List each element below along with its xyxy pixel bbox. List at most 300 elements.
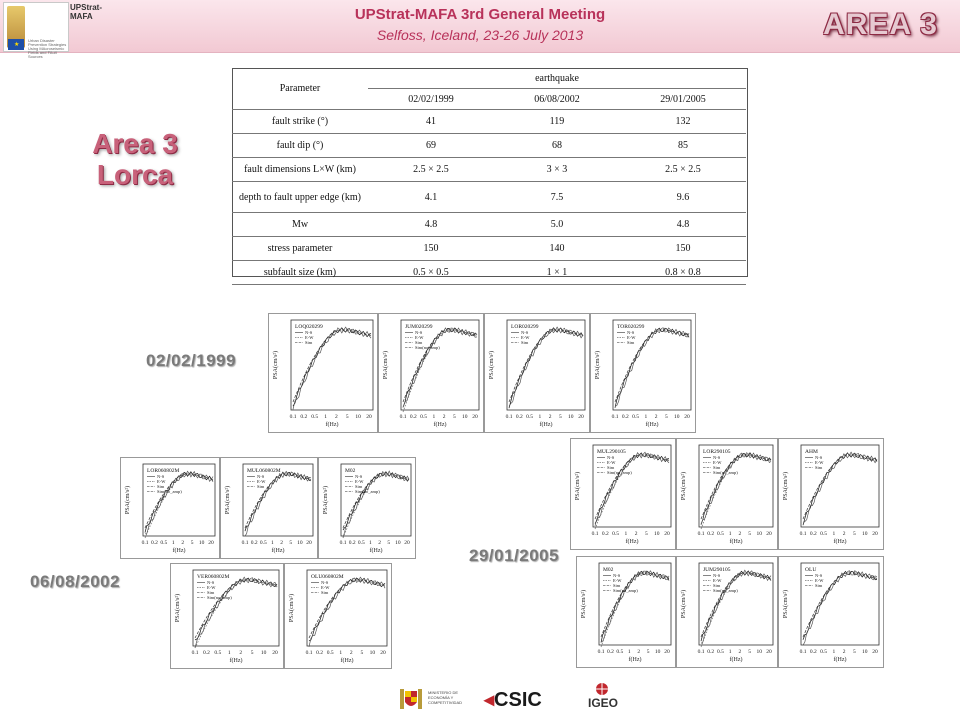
x-tick-label: 1 xyxy=(227,650,231,656)
x-tick-label: 2 xyxy=(842,531,846,537)
x-tick-label: 1 xyxy=(271,540,274,546)
x-tick-label: 20 xyxy=(664,649,670,655)
x-tick-label: 0.2 xyxy=(300,414,308,420)
spectrum-plot xyxy=(778,438,884,550)
x-tick-label: 0.2 xyxy=(707,649,715,655)
x-tick-label: 10 xyxy=(260,650,267,656)
station-label: LOR060802M xyxy=(147,468,180,474)
x-tick-label: 0.5 xyxy=(612,531,620,537)
x-tick-label: 5 xyxy=(360,650,364,656)
x-tick-label: 20 xyxy=(208,540,214,546)
legend-label: E-W xyxy=(815,578,824,583)
cell: 119 xyxy=(494,110,620,134)
legend-label: E-W xyxy=(355,479,364,484)
x-tick-label: 0.2 xyxy=(316,650,324,656)
spectrum-curve xyxy=(343,471,409,537)
legend-label: E-W xyxy=(321,585,330,590)
legend-label: E-W xyxy=(305,335,314,340)
spectrum-curve xyxy=(245,474,311,528)
date-label-2005: 29/01/2005 xyxy=(469,546,560,565)
legend-label: E-W xyxy=(627,335,636,340)
station-label: LOQ020299 xyxy=(295,324,323,330)
spectrum-plot-svg xyxy=(779,439,883,549)
x-axis-label: f(Hz) xyxy=(325,422,339,428)
legend-label: E-W xyxy=(157,479,166,484)
x-tick-label: 20 xyxy=(664,531,670,537)
x-tick-label: 0.2 xyxy=(601,531,609,537)
legend-label: Sim(no_amp) xyxy=(207,595,232,600)
x-tick-label: 5 xyxy=(748,531,751,537)
x-tick-label: 10 xyxy=(654,649,661,655)
spectrum-plot-svg xyxy=(319,458,415,558)
x-tick-label: 2 xyxy=(442,414,446,420)
cell: 140 xyxy=(494,237,620,261)
y-axis-label: PSA(cm/s²) xyxy=(783,589,789,619)
cell: 9.6 xyxy=(620,182,746,213)
station-label: TOR020299 xyxy=(617,324,645,330)
station-label: AHM xyxy=(805,449,818,455)
x-axis-label: f(Hz) xyxy=(539,422,553,428)
legend-label: Sim xyxy=(815,583,823,588)
meeting-title: UPStrat-MAFA 3rd General Meeting xyxy=(354,6,606,23)
x-tick-label: 5 xyxy=(665,414,668,420)
x-tick-label: 5 xyxy=(559,414,562,420)
spectrum-plot xyxy=(484,313,590,433)
date-col-2: 06/08/2002 xyxy=(534,93,580,105)
x-tick-label: 10 xyxy=(861,649,868,655)
x-tick-label: 5 xyxy=(289,540,293,546)
x-tick-label: 0.2 xyxy=(202,650,210,656)
spectrum-plot xyxy=(268,313,378,433)
spectrum-curve xyxy=(145,474,213,528)
x-tick-label: 20 xyxy=(684,414,690,420)
spectrum-plot-svg xyxy=(379,314,483,432)
legend-label: Sim xyxy=(257,484,265,489)
y-axis-label: PSA(cm/s²) xyxy=(681,589,687,619)
legend-label: Sim xyxy=(157,484,165,489)
station-label: LOR290105 xyxy=(703,449,731,455)
y-axis-label: PSA(cm/s²) xyxy=(225,485,231,515)
x-axis-label: f(Hz) xyxy=(229,658,243,664)
legend-label: Sim(no_amp) xyxy=(607,470,632,475)
x-tick-label: 2 xyxy=(280,540,283,546)
x-tick-label: 2 xyxy=(378,540,381,546)
x-tick-label: 0.2 xyxy=(707,531,715,537)
legend-label: N-S xyxy=(607,455,615,460)
spectrum-plot-svg xyxy=(591,314,695,432)
legend-label: Sim xyxy=(305,340,313,345)
x-tick-label: 0.1 xyxy=(799,531,807,537)
x-tick-label: 5 xyxy=(453,414,456,420)
x-tick-label: 0.5 xyxy=(259,540,267,546)
spectrum-plot-svg xyxy=(779,557,883,667)
cell: 150 xyxy=(368,237,494,261)
x-tick-label: 0.1 xyxy=(799,649,807,655)
table-row xyxy=(232,134,746,158)
igeo-globe-icon xyxy=(592,682,612,696)
x-tick-label: 1 xyxy=(627,649,631,655)
station-label: MUL060802M xyxy=(247,468,281,474)
x-tick-label: 0.5 xyxy=(632,414,640,420)
legend-label: Sim xyxy=(613,583,621,588)
station-label: MUL290105 xyxy=(597,449,626,455)
table-row xyxy=(232,110,746,134)
legend-label: N-S xyxy=(157,474,165,479)
legend-label: N-S xyxy=(713,573,721,578)
y-axis-label: PSA(cm/s²) xyxy=(125,485,131,515)
x-axis-label: f(Hz) xyxy=(729,539,743,545)
x-axis-label: f(Hz) xyxy=(833,539,847,545)
cell: 0.8 × 0.8 xyxy=(620,261,746,285)
param-name: stress parameter xyxy=(232,237,368,261)
legend-label: N-S xyxy=(815,573,823,578)
spectrum-plot xyxy=(170,563,284,669)
area-badge: AREA 3 xyxy=(823,8,938,41)
x-tick-label: 1 xyxy=(538,414,542,420)
cell: 132 xyxy=(620,110,746,134)
x-tick-label: 1 xyxy=(728,531,732,537)
spectrum-curve xyxy=(245,472,311,531)
y-axis-label: PSA(cm/s²) xyxy=(323,485,329,515)
legend-label: E-W xyxy=(815,460,824,465)
x-axis-label: f(Hz) xyxy=(433,422,447,428)
spectrum-curve xyxy=(343,474,409,538)
legend-label: N-S xyxy=(613,573,621,578)
legend-label: E-W xyxy=(713,460,722,465)
y-axis-label: PSA(cm/s²) xyxy=(581,589,587,619)
spectrum-plot xyxy=(378,313,484,433)
x-tick-label: 0.2 xyxy=(515,414,523,420)
x-tick-label: 0.1 xyxy=(697,649,705,655)
eu-flag-icon: ★ xyxy=(8,39,24,50)
x-tick-label: 0.5 xyxy=(526,414,534,420)
csic-logo xyxy=(484,687,548,713)
x-tick-label: 2 xyxy=(335,414,338,420)
table-row xyxy=(232,213,746,237)
legend-label: E-W xyxy=(415,335,424,340)
x-tick-label: 10 xyxy=(861,531,868,537)
x-tick-label: 5 xyxy=(387,540,391,546)
legend-label: Sim(no_amp) xyxy=(713,470,738,475)
igeo-logo-text: IGEO xyxy=(588,696,619,710)
station-label: OLU xyxy=(805,567,817,573)
x-tick-label: 0.1 xyxy=(339,540,347,546)
x-tick-label: 1 xyxy=(644,414,648,420)
table-row xyxy=(232,158,746,182)
x-tick-label: 0.5 xyxy=(160,540,168,546)
station-label: JUM020299 xyxy=(405,324,433,330)
spectrum-plot xyxy=(284,563,392,669)
x-axis-label: f(Hz) xyxy=(833,657,847,663)
param-name: fault dip (°) xyxy=(232,134,368,158)
x-axis-label: f(Hz) xyxy=(645,422,659,428)
station-label: JUM290105 xyxy=(703,567,731,573)
date-col-1: 02/02/1999 xyxy=(408,93,454,105)
x-tick-label: 0.2 xyxy=(409,414,417,420)
x-tick-label: 10 xyxy=(461,414,468,420)
x-tick-label: 0.5 xyxy=(326,650,334,656)
x-tick-label: 0.5 xyxy=(616,649,624,655)
spectrum-plot xyxy=(676,438,778,550)
x-tick-label: 1 xyxy=(624,531,628,537)
station-label: M02 xyxy=(345,468,356,474)
param-header: Parameter xyxy=(279,83,321,94)
y-axis-label: PSA(cm/s²) xyxy=(575,471,581,501)
spain-shield-icon xyxy=(398,686,424,712)
spectrum-curve xyxy=(343,472,409,530)
station-label: M02 xyxy=(603,567,614,573)
meeting-subtitle: Selfoss, Iceland, 23-26 July 2013 xyxy=(376,27,584,43)
table-row xyxy=(232,182,746,213)
spectrum-curve xyxy=(701,455,771,529)
x-tick-label: 0.1 xyxy=(597,649,605,655)
spectrum-plot-svg xyxy=(577,557,675,667)
legend-label: N-S xyxy=(355,474,363,479)
legend-label: Sim(no_amp) xyxy=(355,489,380,494)
x-tick-label: 10 xyxy=(673,414,680,420)
spectrum-curve xyxy=(701,453,771,524)
spectrum-plot xyxy=(570,438,676,550)
y-axis-label: PSA(cm/s²) xyxy=(595,350,601,380)
legend-label: E-W xyxy=(607,460,616,465)
y-axis-label: PSA(cm/s²) xyxy=(175,593,181,623)
plot-frame xyxy=(143,464,215,536)
cell: 4.8 xyxy=(620,213,746,237)
date-col-3: 29/01/2005 xyxy=(660,93,706,105)
x-tick-label: 2 xyxy=(842,649,846,655)
legend-label: E-W xyxy=(713,578,722,583)
spectrum-curve xyxy=(701,573,771,647)
date-label-2002: 06/08/2002 xyxy=(30,572,121,591)
x-tick-label: 2 xyxy=(654,414,658,420)
header-band xyxy=(0,0,960,59)
x-tick-label: 0.2 xyxy=(150,540,158,546)
cell: 4.8 xyxy=(368,213,494,237)
legend-label: N-S xyxy=(713,455,721,460)
x-tick-label: 2 xyxy=(548,414,552,420)
x-tick-label: 0.1 xyxy=(591,531,599,537)
legend-label: Sim(no_amp) xyxy=(613,588,638,593)
x-tick-label: 0.2 xyxy=(809,531,817,537)
table-row xyxy=(232,261,746,285)
x-axis-label: f(Hz) xyxy=(729,657,743,663)
station-label: VER060802M xyxy=(197,574,230,580)
x-tick-label: 20 xyxy=(472,414,478,420)
x-tick-label: 10 xyxy=(567,414,574,420)
cell: 4.1 xyxy=(368,182,494,213)
x-tick-label: 2 xyxy=(181,540,185,546)
legend-label: N-S xyxy=(207,580,215,585)
spectrum-plot xyxy=(576,556,676,668)
cell: 0.5 × 0.5 xyxy=(368,261,494,285)
spectrum-curve xyxy=(701,570,771,643)
cell: 3 × 3 xyxy=(494,158,620,182)
spectrum-curve xyxy=(601,573,669,637)
x-tick-label: 0.2 xyxy=(250,540,258,546)
section-title-line2: Lorca xyxy=(96,159,174,190)
y-axis-label: PSA(cm/s²) xyxy=(681,471,687,501)
param-name: fault dimensions L×W (km) xyxy=(232,158,368,182)
section-title xyxy=(60,128,210,190)
x-tick-label: 10 xyxy=(756,649,763,655)
spectrum-plot xyxy=(220,457,318,559)
legend-label: N-S xyxy=(627,330,635,335)
x-tick-label: 0.5 xyxy=(420,414,428,420)
legend-label: Sim xyxy=(415,340,423,345)
x-tick-label: 0.2 xyxy=(606,649,614,655)
cell: 150 xyxy=(620,237,746,261)
legend-label: N-S xyxy=(415,330,423,335)
legend-label: E-W xyxy=(257,479,266,484)
param-name: Mw xyxy=(232,213,368,237)
x-tick-label: 1 xyxy=(369,540,372,546)
x-axis-label: f(Hz) xyxy=(625,539,639,545)
x-tick-label: 0.5 xyxy=(716,531,724,537)
x-tick-label: 1 xyxy=(728,649,732,655)
x-tick-label: 20 xyxy=(404,540,410,546)
spectrum-plot xyxy=(778,556,884,668)
x-tick-label: 20 xyxy=(872,649,878,655)
x-tick-label: 5 xyxy=(190,540,194,546)
x-tick-label: 10 xyxy=(297,540,303,546)
x-tick-label: 1 xyxy=(832,649,836,655)
spectrum-plot-svg xyxy=(221,458,317,558)
cell: 2.5 × 2.5 xyxy=(620,158,746,182)
spectrum-curve xyxy=(701,571,771,641)
x-tick-label: 20 xyxy=(578,414,584,420)
x-tick-label: 2 xyxy=(738,649,742,655)
y-axis-label: PSA(cm/s²) xyxy=(783,471,789,501)
ministry-logo-text: MINISTERIO DE ECONOMÍA Y COMPETITIVIDAD xyxy=(428,690,463,705)
station-label: LOR020299 xyxy=(511,324,539,330)
legend-label: Sim xyxy=(713,583,721,588)
spectrum-curve xyxy=(601,571,669,642)
spectrum-curve xyxy=(145,474,213,538)
logo-text: UPStrat-MAFA xyxy=(70,3,103,21)
legend-label: N-S xyxy=(321,580,329,585)
spectrum-curve xyxy=(601,573,669,647)
x-tick-label: 0.1 xyxy=(697,531,705,537)
plot-frame xyxy=(243,464,313,536)
x-tick-label: 1 xyxy=(432,414,436,420)
legend-label: E-W xyxy=(521,335,530,340)
x-tick-label: 0.5 xyxy=(716,649,724,655)
legend-label: Sim xyxy=(607,465,615,470)
x-tick-label: 2 xyxy=(349,650,353,656)
spectrum-plot-svg xyxy=(285,564,391,668)
x-tick-label: 2 xyxy=(239,650,243,656)
cell: 7.5 xyxy=(494,182,620,213)
cell: 2.5 × 2.5 xyxy=(368,158,494,182)
spectrum-plot xyxy=(676,556,778,668)
csic-arrow-icon: ◂ xyxy=(484,689,495,711)
date-label-1999: 02/02/1999 xyxy=(146,351,237,370)
x-axis-label: f(Hz) xyxy=(369,548,383,554)
legend-label: Sim xyxy=(207,590,215,595)
x-tick-label: 2 xyxy=(738,531,742,537)
spectrum-curve xyxy=(343,474,409,528)
table-row xyxy=(232,237,746,261)
cell: 1 × 1 xyxy=(494,261,620,285)
logo-caption: Urban Disaster Prevention Strategies Using MAcroseismic Fields and FAult Sources xyxy=(28,38,67,59)
x-tick-label: 2 xyxy=(637,649,641,655)
spectrum-plot-svg xyxy=(571,439,675,549)
x-tick-label: 5 xyxy=(748,649,751,655)
x-tick-label: 10 xyxy=(756,531,763,537)
spectrum-plot-svg xyxy=(269,314,377,432)
x-tick-label: 0.1 xyxy=(505,414,513,420)
param-name: depth to fault upper edge (km) xyxy=(232,182,368,213)
cell: 41 xyxy=(368,110,494,134)
x-tick-label: 1 xyxy=(832,531,836,537)
x-tick-label: 20 xyxy=(306,540,312,546)
legend-label: N-S xyxy=(521,330,529,335)
param-name: subfault size (km) xyxy=(232,261,368,285)
legend-label: Sim(no_amp) xyxy=(415,345,440,350)
x-tick-label: 0.5 xyxy=(820,531,828,537)
x-tick-label: 5 xyxy=(646,649,650,655)
x-tick-label: 1 xyxy=(324,414,327,420)
x-axis-label: f(Hz) xyxy=(340,658,354,664)
x-tick-label: 20 xyxy=(766,531,772,537)
x-tick-label: 0.5 xyxy=(820,649,828,655)
x-tick-label: 10 xyxy=(198,540,205,546)
x-tick-label: 1 xyxy=(339,650,343,656)
x-tick-label: 10 xyxy=(369,650,376,656)
legend-label: N-S xyxy=(305,330,313,335)
x-axis-label: f(Hz) xyxy=(172,548,186,554)
x-tick-label: 0.1 xyxy=(191,650,199,656)
earthquake-header: earthquake xyxy=(535,72,579,84)
legend-label: N-S xyxy=(815,455,823,460)
x-tick-label: 0.5 xyxy=(311,414,319,420)
cell: 69 xyxy=(368,134,494,158)
x-tick-label: 0.2 xyxy=(809,649,817,655)
legend-label: E-W xyxy=(613,578,622,583)
legend-label: E-W xyxy=(207,585,216,590)
spectrum-plot xyxy=(318,457,416,559)
x-tick-label: 20 xyxy=(872,531,878,537)
x-tick-label: 20 xyxy=(380,650,386,656)
x-tick-label: 2 xyxy=(634,531,638,537)
x-tick-label: 0.5 xyxy=(214,650,222,656)
x-tick-label: 5 xyxy=(853,531,856,537)
spectrum-plot-svg xyxy=(171,564,283,668)
x-tick-label: 5 xyxy=(853,649,856,655)
cell: 5.0 xyxy=(494,213,620,237)
legend-label: Sim xyxy=(627,340,635,345)
legend-label: Sim xyxy=(713,465,721,470)
x-tick-label: 0.1 xyxy=(141,540,149,546)
parameter-table xyxy=(232,68,746,285)
station-label: OLU060802M xyxy=(311,574,344,580)
spectrum-plot-svg xyxy=(677,439,777,549)
y-axis-label: PSA(cm/s²) xyxy=(289,593,295,623)
x-tick-label: 1 xyxy=(171,540,175,546)
y-axis-label: PSA(cm/s²) xyxy=(273,350,279,380)
param-name: fault strike (°) xyxy=(232,110,368,134)
legend-label: Sim xyxy=(521,340,529,345)
spectrum-curve xyxy=(701,455,771,519)
x-tick-label: 0.1 xyxy=(241,540,249,546)
legend-label: Sim xyxy=(815,465,823,470)
x-tick-label: 10 xyxy=(355,414,361,420)
cell: 68 xyxy=(494,134,620,158)
plot-frame xyxy=(341,464,411,536)
x-axis-label: f(Hz) xyxy=(271,548,285,554)
x-tick-label: 5 xyxy=(250,650,254,656)
cell: 85 xyxy=(620,134,746,158)
